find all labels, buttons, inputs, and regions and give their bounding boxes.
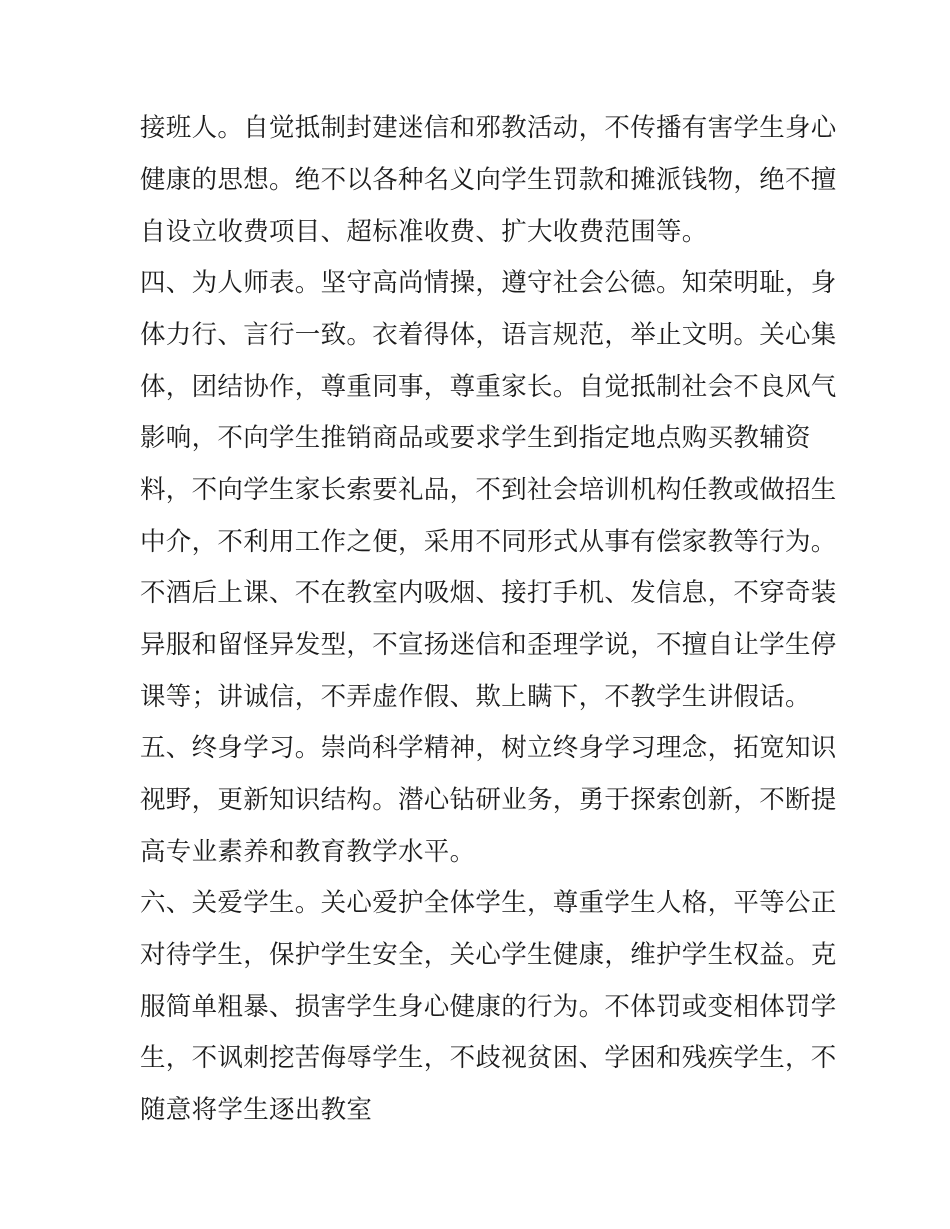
text-line: 服简单粗暴、损害学生身心健康的行为。不体罚或变相体罚学 [140,992,837,1022]
text-line: 课等；讲诚信，不弄虚作假、欺上瞒下，不教学生讲假话。 [140,682,811,712]
text-line: 自设立收费项目、超标准收费、扩大收费范围等。 [140,217,708,247]
text-line: 健康的思想。绝不以各种名义向学生罚款和摊派钱物，绝不擅 [140,165,837,195]
text-line: 生，不讽刺挖苦侮辱学生，不歧视贫困、学困和残疾学生，不 [140,1043,837,1073]
text-line: 四、为人师表。坚守高尚情操，遵守社会公德。知荣明耻，身 [140,268,837,298]
text-line: 料，不向学生家长索要礼品，不到社会培训机构任教或做招生 [140,475,837,505]
text-line: 体力行、言行一致。衣着得体，语言规范，举止文明。关心集 [140,320,837,350]
text-line: 六、关爱学生。关心爱护全体学生，尊重学生人格，平等公正 [140,888,837,918]
text-line: 随意将学生逐出教室 [140,1095,373,1125]
text-line: 五、终身学习。崇尚科学精神，树立终身学习理念，拓宽知识 [140,733,837,763]
text-line: 接班人。自觉抵制封建迷信和邪教活动，不传播有害学生身心 [140,113,837,143]
text-line: 对待学生，保护学生安全，关心学生健康，维护学生权益。克 [140,940,837,970]
text-line: 不酒后上课、不在教室内吸烟、接打手机、发信息，不穿奇装 [140,578,837,608]
text-line: 影响，不向学生推销商品或要求学生到指定地点购买教辅资 [140,423,811,453]
text-line: 中介，不利用工作之便，采用不同形式从事有偿家教等行为。 [140,527,837,557]
text-line: 高专业素养和教育教学水平。 [140,837,476,867]
text-line: 视野，更新知识结构。潜心钻研业务，勇于探索创新，不断提 [140,785,837,815]
text-line: 异服和留怪异发型，不宣扬迷信和歪理学说，不擅自让学生停 [140,630,837,660]
text-line: 体，团结协作，尊重同事，尊重家长。自觉抵制社会不良风气 [140,372,837,402]
